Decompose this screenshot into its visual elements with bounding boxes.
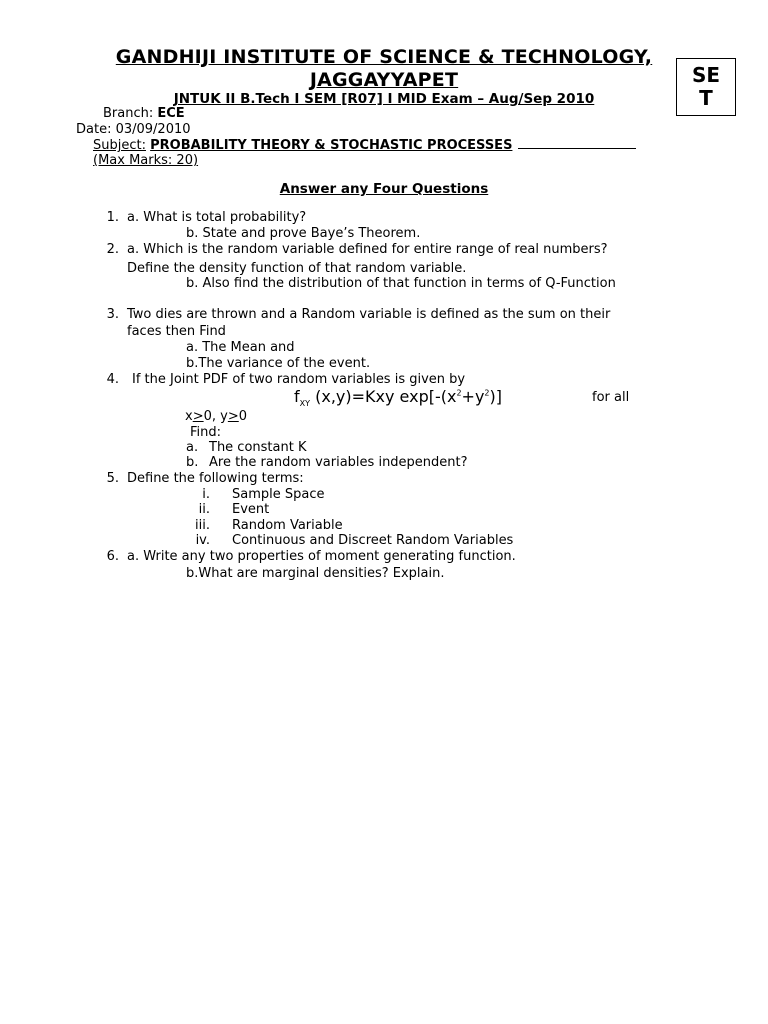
condition-end: 0 [238, 409, 248, 424]
q5-roman-iv: iv. [195, 533, 210, 548]
condition-ge-1: > [192, 409, 204, 424]
q2-part-a-line1: a. Which is the random variable defined for entire range of real numbers? [127, 242, 608, 257]
q6-part-b: b.What are marginal densities? Explain. [186, 566, 445, 581]
q1-part-b: b. State and prove Baye’s Theorem. [186, 226, 421, 241]
max-marks: (Max Marks: 20) [93, 153, 199, 168]
q5-number: 5. [106, 471, 119, 486]
q4-part-a: The constant K [209, 440, 307, 455]
exam-title: JNTUK II B.Tech I SEM [R07] I MID Exam – Aug/Sep 2010 [173, 91, 595, 107]
q3-line2: faces then Find [127, 324, 226, 339]
q4-part-b-label: b. [186, 455, 199, 470]
institute-name-line1: GANDHIJI INSTITUTE OF SCIENCE & TECHNOLOGY, [115, 46, 653, 68]
q4-line1: If the Joint PDF of two random variables is given by [132, 372, 466, 387]
formula-expr1: (x,y)=Kxy exp[-(x [310, 387, 457, 406]
set-label-line2: T [699, 86, 713, 110]
q5-roman-i: i. [202, 487, 210, 502]
branch-label: Branch: [103, 106, 154, 121]
q2-part-b: b. Also find the distribution of that function in terms of Q-Function [186, 276, 616, 291]
condition-mid: 0, y [203, 409, 228, 424]
q5-roman-iii: iii. [195, 518, 210, 533]
branch-line [103, 106, 185, 121]
formula-subscript: XY [299, 399, 311, 409]
set-label-line1: SE [691, 63, 721, 87]
condition-x: x [185, 409, 193, 424]
branch-value: ECE [157, 106, 185, 121]
q3-part-b: b.The variance of the event. [186, 356, 371, 371]
q3-part-a: a. The Mean and [186, 340, 295, 355]
q2-number: 2. [106, 242, 119, 257]
q1-number: 1. [106, 210, 119, 225]
q3-number: 3. [106, 307, 119, 322]
q4-part-b: Are the random variables independent? [209, 455, 468, 470]
q5-line1: Define the following terms: [127, 471, 304, 486]
subject-line [93, 138, 636, 153]
q1-part-a: a. What is total probability? [127, 210, 307, 225]
formula-sup2: 2 [484, 388, 490, 398]
condition-ge-2: > [227, 409, 239, 424]
q4-condition [185, 409, 247, 424]
institute-name-line2: JAGGAYYAPET [309, 69, 459, 91]
q3-line1: Two dies are thrown and a Random variable is defined as the sum on their [127, 307, 611, 322]
exam-date: Date: 03/09/2010 [76, 122, 191, 137]
q2-part-a-line2: Define the density function of that random variable. [127, 261, 467, 276]
q4-formula [294, 387, 502, 408]
subject-value: PROBABILITY THEORY & STOCHASTIC PROCESSES [150, 138, 513, 153]
q5-term-random-variable: Random Variable [232, 518, 343, 533]
subject-underline [518, 138, 636, 149]
q5-roman-ii: ii. [198, 502, 210, 517]
instructions-heading: Answer any Four Questions [279, 181, 489, 197]
q6-number: 6. [106, 549, 119, 564]
formula-f: f [294, 387, 300, 406]
formula-sup1: 2 [456, 388, 462, 398]
q5-term-sample-space: Sample Space [232, 487, 325, 502]
subject-label: Subject: [93, 138, 146, 153]
q4-find: Find: [190, 425, 222, 440]
q5-term-event: Event [232, 502, 270, 517]
q4-part-a-label: a. [186, 440, 199, 455]
formula-expr2: )] [489, 387, 502, 406]
q6-part-a: a. Write any two properties of moment generating function. [127, 549, 516, 564]
q4-for-all: for all [592, 390, 630, 405]
q5-term-continuous-discreet: Continuous and Discreet Random Variables [232, 533, 514, 548]
set-box [676, 58, 736, 116]
formula-plus: +y [461, 387, 485, 406]
q4-number: 4. [106, 372, 119, 387]
